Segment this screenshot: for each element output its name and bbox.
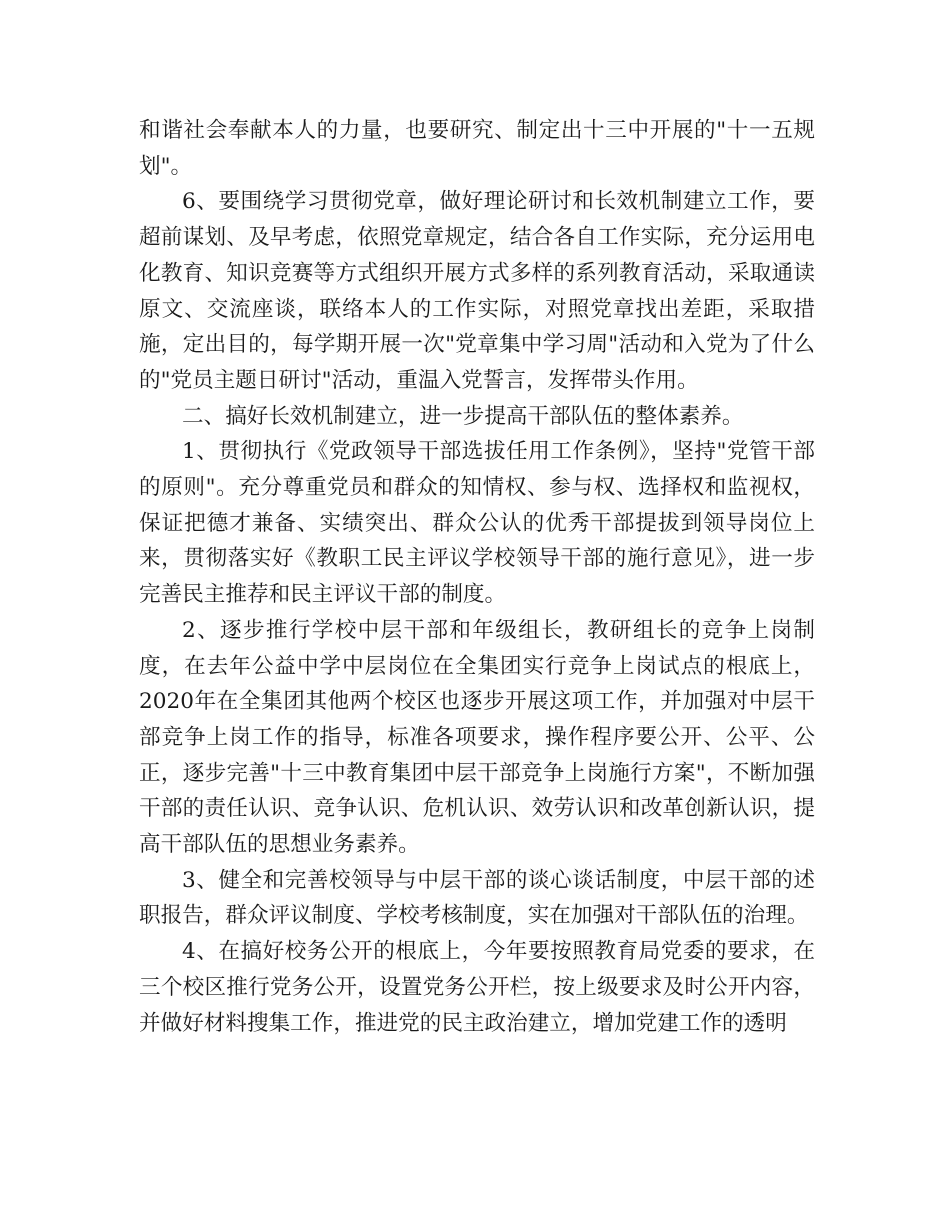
paragraph-item-6: 6、要围绕学习贯彻党章，做好理论研讨和长效机制建立工作，要超前谋划、及早考虑，依照党章规定，结合各自工作实际，充分运用电化教育、知识竞赛等方式组织开展方式多样的系列教育活动，采取通读原文、交流座谈，联络本人的工作实际，对照党章找出差距，采取措施，定出目的，每学期开展一次"党章集中学习周"活动和入党为了什么的"党员主题日研讨"活动，重温入党誓言，发挥带头作用。 <box>139 189 815 393</box>
paragraph-continuation: 和谐社会奉献本人的力量，也要研究、制定出十三中开展的"十一五规划"。 <box>139 118 815 179</box>
section-heading-2: 二、搞好长效机制建立，进一步提高干部队伍的整体素养。 <box>182 403 744 429</box>
paragraph-item-1: 1、贯彻执行《党政领导干部选拔任用工作条例》，坚持"党管干部的原则"。充分尊重党员和群众的知情权、参与权、选择权和监视权，保证把德才兼备、实绩突出、群众公认的优秀干部提拔到领导岗位上来，贯彻落实好《教职工民主评议学校领导干部的施行意见》，进一步完善民主推荐和民主评议干部的制度。 <box>139 439 815 608</box>
paragraph-item-3: 3、健全和完善校领导与中层干部的谈心谈话制度，中层干部的述职报告，群众评议制度、学校考核制度，实在加强对干部队伍的治理。 <box>139 867 815 929</box>
paragraph-item-2: 2、逐步推行学校中层干部和年级组长，教研组长的竞争上岗制度，在去年公益中学中层岗位在全集团实行竞争上岗试点的根底上，2020年在全集团其他两个校区也逐步开展这项工作，并加强对中层干部竞争上岗工作的指导，标准各项要求，操作程序要公开、公平、公正，逐步完善"十三中教育集团中层干部竞争上岗施行方案"，不断加强干部的责任认识、竞争认识、危机认识、效劳认识和改革创新认识，提高干部队伍的思想业务素养。 <box>139 617 815 858</box>
document-body <box>139 113 815 1041</box>
paragraph-item-4: 4、在搞好校务公开的根底上，今年要按照教育局党委的要求，在三个校区推行党务公开，设置党务公开栏，按上级要求及时公开内容，并做好材料搜集工作，推进党的民主政治建立，增加党建工作的透明 <box>139 939 815 1036</box>
